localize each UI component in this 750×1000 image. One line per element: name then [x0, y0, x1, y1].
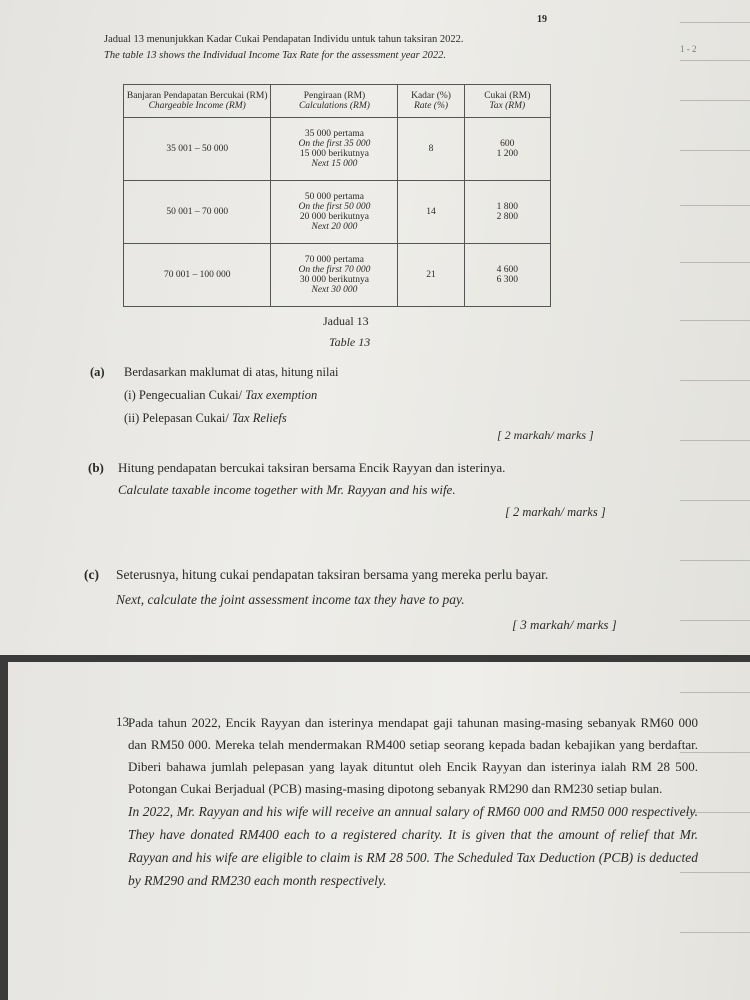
question-13-number: 13	[116, 714, 129, 729]
margin-rule	[680, 692, 750, 693]
question-c-malay: Seterusnya, hitung cukai pendapatan taksiran bersama yang mereka perlu bayar.	[116, 567, 549, 582]
cell-tax	[464, 244, 550, 307]
question-13-english: In 2022, Mr. Rayyan and his wife will receive an annual salary of RM60 000 and RM50 000 respectively. They have donated RM400 each to a registered charity. It is given that the amount of relief that Mr. Rayyan and his wife are eligible to claim is RM 28 500. The Scheduled Tax Deduction (PCB) is deducted by RM290 and RM230 each month respectively.	[128, 804, 698, 888]
margin-rule	[680, 380, 750, 381]
question-a-ii-ms: (ii) Pelepasan Cukai/	[124, 411, 229, 425]
cell-range: 50 001 – 70 000	[124, 181, 271, 244]
header-chargeable-income	[124, 85, 271, 118]
margin-rule	[680, 932, 750, 933]
header-ms: Pengiraan (RM)	[303, 91, 366, 101]
question-a-i-en: Tax exemption	[245, 388, 318, 402]
question-b-malay: Hitung pendapatan bercukai taksiran bersama Encik Rayyan dan isterinya.	[118, 460, 506, 475]
header-ms: Kadar (%)	[411, 91, 451, 101]
cell-tax	[464, 181, 550, 244]
tax-value: 4 600	[496, 265, 518, 275]
cell-calculation	[271, 181, 398, 244]
calc-line: Next 20 000	[311, 222, 358, 232]
calc-line: 70 000 pertama	[304, 255, 364, 265]
header-en: Calculations (RM)	[298, 101, 370, 111]
margin-rule	[680, 22, 750, 23]
table-caption-english: Table 13	[329, 335, 371, 349]
question-b-label: (b)	[88, 460, 104, 475]
worksheet-page-bottom	[8, 662, 750, 1000]
table-row	[124, 244, 551, 307]
calc-line: Next 15 000	[311, 159, 358, 169]
question-c-marks: [ 3 markah/ marks ]	[512, 617, 617, 632]
cell-range: 70 001 – 100 000	[124, 244, 271, 307]
page-number: 19	[537, 14, 547, 25]
intro-english: The table 13 shows the Individual Income Tax Rate for the assessment year 2022.	[104, 50, 446, 61]
cell-tax	[464, 118, 550, 181]
calc-line: 30 000 berikutnya	[299, 275, 370, 285]
intro-malay: Jadual 13 menunjukkan Kadar Cukai Pendapatan Individu untuk tahun taksiran 2022.	[104, 34, 464, 45]
question-13-text	[128, 712, 698, 892]
calc-line: 20 000 berikutnya	[299, 212, 370, 222]
cell-calculation	[271, 244, 398, 307]
header-ms: Cukai (RM)	[484, 91, 531, 101]
calc-line: Next 30 000	[311, 285, 358, 295]
tax-value: 2 800	[496, 212, 518, 222]
header-en: Rate (%)	[414, 101, 449, 111]
calc-line: On the first 50 000	[298, 202, 371, 212]
margin-rule	[680, 262, 750, 263]
table-row	[124, 181, 551, 244]
calc-line: On the first 70 000	[298, 265, 371, 275]
tax-value: 1 200	[496, 149, 518, 159]
margin-rule	[680, 560, 750, 561]
table-row	[124, 118, 551, 181]
tax-value: 1 800	[496, 202, 518, 212]
margin-rule	[680, 205, 750, 206]
tax-rate-table	[123, 84, 551, 307]
tax-value: 600	[500, 139, 515, 149]
margin-rule	[680, 60, 750, 61]
question-b-marks: [ 2 markah/ marks ]	[505, 505, 606, 519]
cell-calculation	[271, 118, 398, 181]
question-a-ii	[124, 411, 287, 426]
calc-line: 15 000 berikutnya	[299, 149, 370, 159]
cell-rate: 14	[398, 181, 464, 244]
question-a-text: Berdasarkan maklumat di atas, hitung nilai	[124, 365, 339, 379]
table-caption-malay: Jadual 13	[323, 314, 369, 328]
margin-note: 1 - 2	[680, 44, 697, 54]
table-header-row	[124, 85, 551, 118]
header-en: Tax (RM)	[489, 101, 526, 111]
question-c-english: Next, calculate the joint assessment income tax they have to pay.	[116, 592, 465, 607]
question-a-i	[124, 388, 317, 403]
header-rate	[398, 85, 464, 118]
margin-rule	[680, 150, 750, 151]
cell-rate: 8	[398, 118, 464, 181]
margin-rule	[680, 100, 750, 101]
question-a-ii-en: Tax Reliefs	[231, 411, 287, 425]
question-a-marks: [ 2 markah/ marks ]	[497, 428, 594, 442]
tax-value: 6 300	[496, 275, 518, 285]
calc-line: On the first 35 000	[298, 139, 371, 149]
question-b-english: Calculate taxable income together with Mr. Rayyan and his wife.	[118, 482, 456, 497]
question-c-label: (c)	[84, 567, 99, 582]
margin-rule	[680, 500, 750, 501]
margin-rule	[680, 620, 750, 621]
question-13-malay: Pada tahun 2022, Encik Rayyan dan isterinya mendapat gaji tahunan masing-masing sebanyak RM60 000 dan RM50 000. Mereka telah mendermakan RM400 setiap seorang kepada badan kebajikan yang berdaftar. Diberi bahawa jumlah pelepasan yang layak dituntut oleh Encik Rayyan dan isterinya ialah RM 28 500. Potongan Cukai Berjadual (PCB) masing-masing dipotong sebanyak RM290 dan RM230 setiap bulan.	[128, 715, 698, 796]
header-en: Chargeable Income (RM)	[148, 101, 246, 111]
header-calculations	[271, 85, 398, 118]
margin-rule	[680, 320, 750, 321]
calc-line: 50 000 pertama	[304, 192, 364, 202]
header-ms: Banjaran Pendapatan Bercukai (RM)	[126, 91, 268, 101]
calc-line: 35 000 pertama	[304, 129, 364, 139]
question-a-i-ms: (i) Pengecualian Cukai/	[124, 388, 243, 402]
cell-rate: 21	[398, 244, 464, 307]
question-a-label: (a)	[90, 365, 105, 379]
cell-range: 35 001 – 50 000	[124, 118, 271, 181]
margin-rule	[680, 440, 750, 441]
header-tax	[464, 85, 550, 118]
